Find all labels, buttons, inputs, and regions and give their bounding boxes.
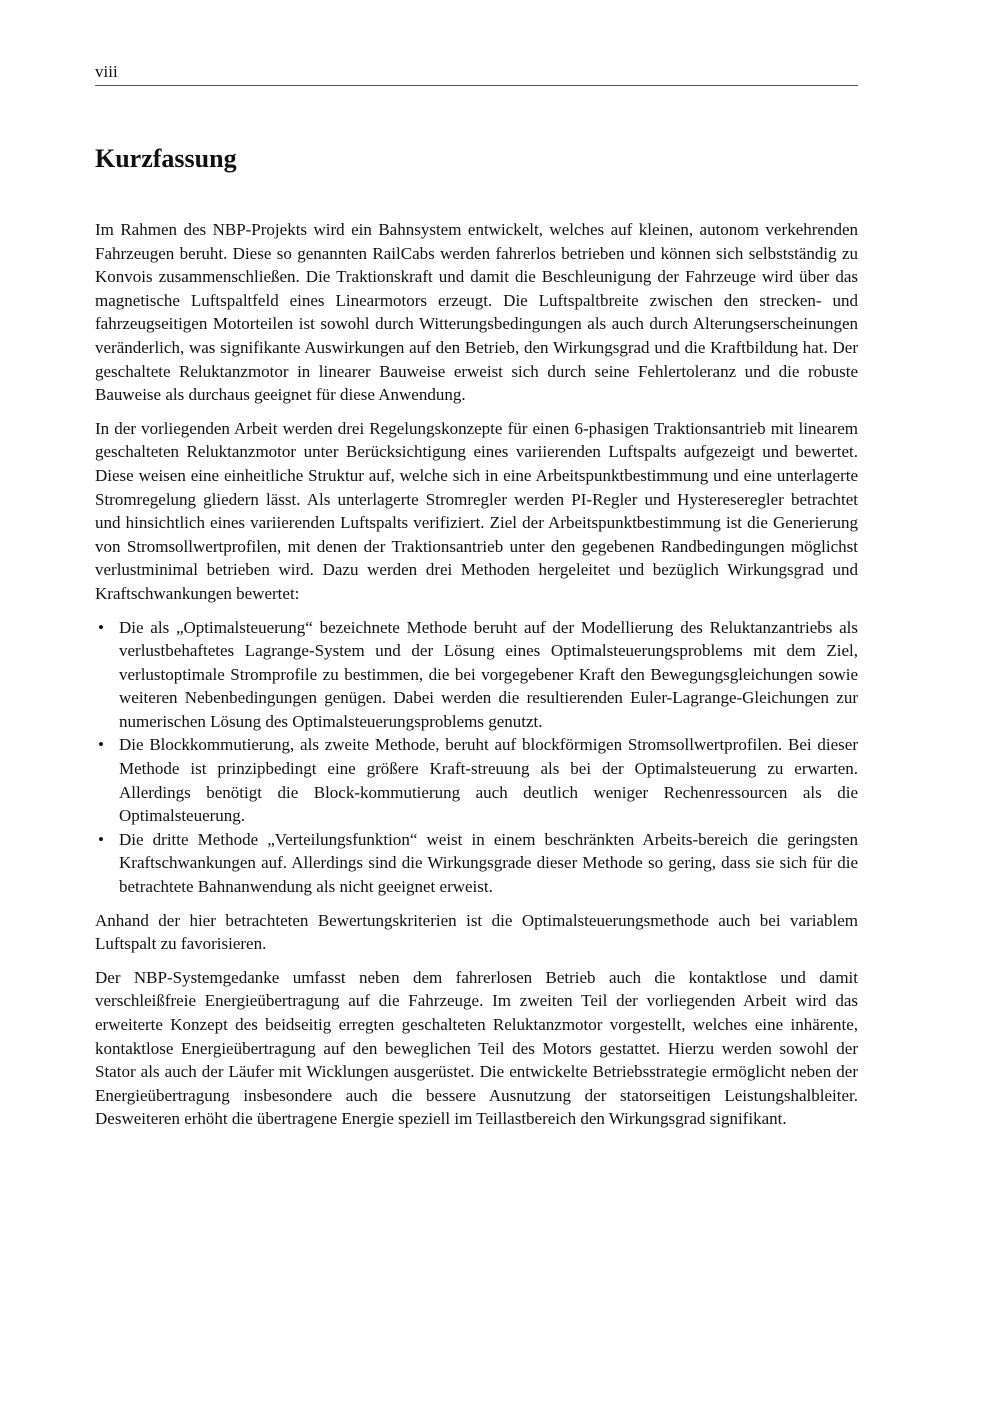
paragraph-conclusion: Anhand der hier betrachteten Bewertungskriterien ist die Optimalsteuerungsmethode auch bei variablem Luftspalt zu favorisieren. [95,910,858,954]
page-number: viii [95,62,118,81]
list-item-text: Die als „Optimalsteuerung“ bezeichnete Methode beruht auf der Modellierung des Reluktanzantriebs als verlustbehaftetes Lagrange-System und der Lösung eines Optimalsteuerungsproblems mit dem Ziel, verlustoptimale Stromprofile zu bestimmen, die bei vorgegebener Kraft den Bewegungsgleichungen sowie weiteren Nebenbedingungen genügen. Dabei werden die resultierenden Euler-Lagrange-Gleichungen zur numerischen Lösung des Optimalsteuerungsproblems genutzt. [119,617,858,731]
bullet-marker: • [98,617,104,637]
bullet-marker: • [98,829,104,849]
paragraph-intro: Im Rahmen des NBP-Projekts wird ein Bahnsystem entwickelt, welches auf kleinen, autonom verkehrenden Fahrzeugen beruht. Diese so genannten RailCabs werden fahrerlos betrieben und können sich selbstständig zu Konvois zusammenschließen. Die Traktionskraft und damit die Beschleunigung der Fahrzeuge wird über das magnetische Luftspaltfeld eines Linearmotors erzeugt. Die Luftspaltbreite zwischen den strecken- und fahrzeugseitigen Motorteilen ist sowohl durch Witterungsbedingungen als auch durch Alterungserscheinungen veränderlich, was signifikante Auswirkungen auf den Betrieb, den Wirkungsgrad und die Kraftbildung hat. Der geschaltete Reluktanzmotor in linearer Bauweise erweist sich durch seine Fehlertoleranz und die robuste Bauweise als durchaus geeignet für diese Anwendung. [95,220,858,405]
list-item-block-commutation [98,733,858,827]
paragraph-control-concepts: In der vorliegenden Arbeit werden drei Regelungskonzepte für einen 6-phasigen Traktionsantrieb mit linearem geschalteten Reluktanzmotor unter Berücksichtigung eines variierenden Luftspalts aufgezeigt und bewertet. Diese weisen eine einheitliche Struktur auf, welche sich in eine Arbeitspunktbestimmung und eine unterlagerte Stromregelung gliedern lässt. Als unterlagerte Stromregler werden PI-Regler und Hystereseregler betrachtet und hinsichtlich eines variierenden Luftspalts verifiziert. Ziel der Arbeitspunktbestimmung ist die Generierung von Stromsollwertprofilen, mit denen der Traktionsantrieb unter den gegebenen Randbedingungen möglichst verlustminimal betrieben wird. Dazu werden drei Methoden hergeleitet und bezüglich Wirkungsgrad und Kraftschwankungen bewertet: [95,418,858,603]
list-item-text: Die dritte Methode „Verteilungsfunktion“ weist in einem beschränkten Arbeits-bereich die geringsten Kraftschwankungen auf. Allerdings sind die Wirkungsgrade dieser Methode so gering, dass sie sich für die betrachtete Bahnanwendung als nicht geeignet erweist. [119,829,858,897]
page-header [95,60,858,86]
abstract-body [95,218,858,1141]
bullet-marker: • [98,735,104,755]
list-item-distribution-function [98,828,858,899]
list-item-text: Die Blockkommutierung, als zweite Methode, beruht auf blockförmigen Stromsollwertprofilen. Bei dieser Methode ist prinzipbedingt eine größere Kraft-streuung als bei der Optimalsteuerung zu erwarten. Allerdings benötigt die Block-kommutierung auch deutlich weniger Rechenressourcen als die Optimalsteuerung. [119,735,858,826]
list-item-optimal-control [98,616,858,734]
paragraph-energy-transfer: Der NBP-Systemgedanke umfasst neben dem fahrerlosen Betrieb auch die kontaktlose und damit verschleißfreie Energieübertragung auf die Fahrzeuge. Im zweiten Teil der vorliegenden Arbeit wird das erweiterte Konzept des beidseitig erregten geschalteten Reluktanzmotor vorgestellt, welches eine inhärente, kontaktlose Energieübertragung auf den beweglichen Teil des Motors gestattet. Hierzu werden sowohl der Stator als auch der Läufer mit Wicklungen ausgerüstet. Die entwickelte Betriebsstrategie ermöglicht neben der Energieübertragung insbesondere auch die bessere Ausnutzung der statorseitigen Leistungshalbleiter. Desweiteren erhöht die übertragene Energie speziell im Teillastbereich den Wirkungsgrad signifikant. [95,967,858,1129]
chapter-title: Kurzfassung [95,144,237,173]
method-list [95,616,858,899]
